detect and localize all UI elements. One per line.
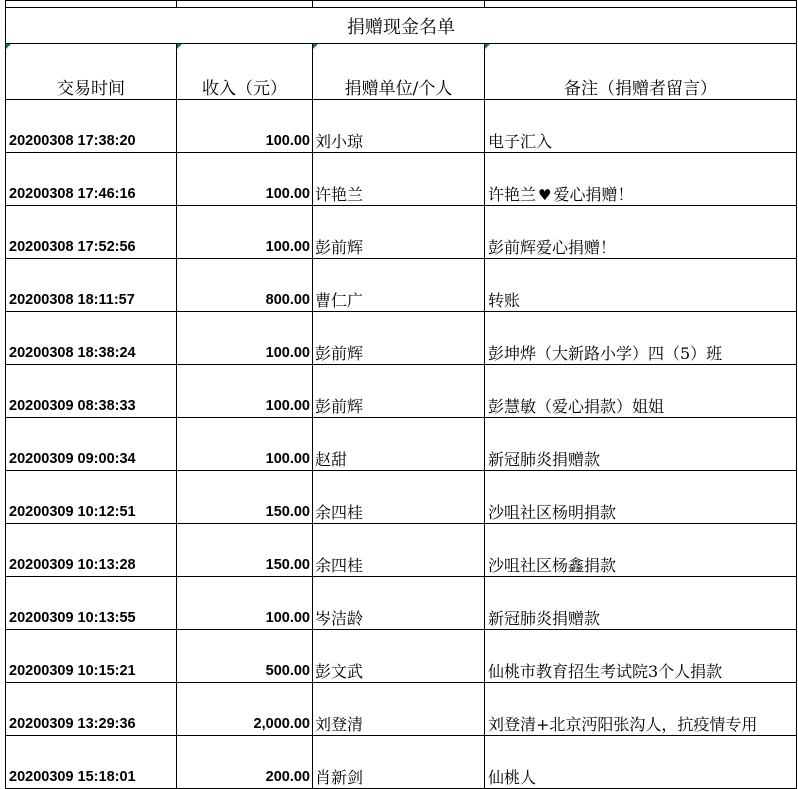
note-text: 新冠肺炎捐赠款	[488, 450, 601, 469]
cell-donor[interactable]: 曹仁广	[313, 259, 485, 312]
header-cell-time[interactable]	[6, 44, 177, 100]
table-row	[6, 524, 797, 577]
comment-marker-icon	[177, 44, 182, 49]
blank-cell[interactable]	[177, 1, 313, 8]
donation-table	[5, 0, 797, 789]
cell-note[interactable]	[485, 100, 797, 153]
table-row	[6, 630, 797, 683]
cell-donor[interactable]: 彭前辉	[313, 206, 485, 259]
cell-note[interactable]	[485, 524, 797, 577]
cell-amount[interactable]: 100.00	[177, 153, 313, 206]
cell-note[interactable]	[485, 630, 797, 683]
cell-amount[interactable]: 150.00	[177, 524, 313, 577]
table-row	[6, 100, 797, 153]
cell-time[interactable]: 20200309 10:13:55	[6, 577, 177, 630]
cell-time[interactable]: 20200309 15:18:01	[6, 736, 177, 789]
heart-icon: ♥	[538, 186, 552, 204]
cell-time[interactable]: 20200308 18:38:24	[6, 312, 177, 365]
cell-donor[interactable]: 彭前辉	[313, 365, 485, 418]
comment-marker-icon	[485, 44, 490, 49]
cell-amount[interactable]: 500.00	[177, 630, 313, 683]
page-title[interactable]: 捐赠现金名单	[6, 8, 797, 44]
note-text: 许艳兰	[488, 185, 537, 204]
note-suffix-text: 爱心捐赠！	[553, 185, 634, 204]
cell-amount[interactable]: 2,000.00	[177, 683, 313, 736]
table-row	[6, 736, 797, 789]
cell-note[interactable]	[485, 577, 797, 630]
note-text: 仙桃人	[488, 768, 537, 787]
cell-amount[interactable]: 200.00	[177, 736, 313, 789]
cell-note[interactable]	[485, 418, 797, 471]
cell-time[interactable]: 20200308 17:38:20	[6, 100, 177, 153]
table-row	[6, 365, 797, 418]
note-text: 沙咀社区杨鑫捐款	[488, 556, 617, 575]
note-text: 刘登清+北京沔阳张沟人，抗疫情专用	[488, 715, 758, 734]
cell-donor[interactable]: 岑洁龄	[313, 577, 485, 630]
cell-donor[interactable]: 彭文武	[313, 630, 485, 683]
note-text: 彭慧敏（爱心捐款）姐姐	[488, 397, 665, 416]
cell-note[interactable]	[485, 153, 797, 206]
note-text: 沙咀社区杨明捐款	[488, 503, 617, 522]
top-blank-row	[6, 1, 797, 8]
comment-marker-icon	[6, 44, 11, 49]
header-cell-amount[interactable]	[177, 44, 313, 100]
cell-time[interactable]: 20200309 13:29:36	[6, 683, 177, 736]
blank-cell[interactable]	[485, 1, 797, 8]
cell-donor[interactable]: 刘小琼	[313, 100, 485, 153]
cell-amount[interactable]: 100.00	[177, 206, 313, 259]
table-row	[6, 577, 797, 630]
cell-note[interactable]	[485, 206, 797, 259]
blank-cell[interactable]	[6, 1, 177, 8]
cell-time[interactable]: 20200309 10:12:51	[6, 471, 177, 524]
cell-amount[interactable]: 150.00	[177, 471, 313, 524]
cell-amount[interactable]: 100.00	[177, 577, 313, 630]
cell-amount[interactable]: 800.00	[177, 259, 313, 312]
cell-donor[interactable]: 刘登清	[313, 683, 485, 736]
note-text: 电子汇入	[488, 132, 553, 151]
note-text: 转账	[488, 291, 521, 310]
table-row	[6, 153, 797, 206]
note-text: 彭坤烨（大新路小学）四（5）班	[488, 344, 723, 363]
comment-marker-icon	[313, 44, 318, 49]
header-amount-label: 收入（元）	[202, 79, 287, 99]
cell-note[interactable]	[485, 471, 797, 524]
table-row	[6, 418, 797, 471]
header-time-label: 交易时间	[57, 79, 125, 99]
blank-cell[interactable]	[313, 1, 485, 8]
cell-time[interactable]: 20200308 17:52:56	[6, 206, 177, 259]
table-row	[6, 471, 797, 524]
cell-note[interactable]	[485, 312, 797, 365]
table-row	[6, 206, 797, 259]
note-text: 仙桃市教育招生考试院3个人捐款	[488, 662, 723, 681]
cell-donor[interactable]: 许艳兰	[313, 153, 485, 206]
title-row	[6, 8, 797, 44]
header-row	[6, 44, 797, 100]
table-row	[6, 259, 797, 312]
cell-note[interactable]	[485, 736, 797, 789]
header-donor-label: 捐赠单位/个人	[344, 79, 453, 99]
cell-amount[interactable]: 100.00	[177, 418, 313, 471]
header-cell-note[interactable]	[485, 44, 797, 100]
cell-time[interactable]: 20200308 17:46:16	[6, 153, 177, 206]
cell-time[interactable]: 20200309 09:00:34	[6, 418, 177, 471]
header-cell-donor[interactable]	[313, 44, 485, 100]
cell-donor[interactable]: 赵甜	[313, 418, 485, 471]
cell-time[interactable]: 20200309 10:13:28	[6, 524, 177, 577]
cell-note[interactable]	[485, 259, 797, 312]
cell-amount[interactable]: 100.00	[177, 312, 313, 365]
table-row	[6, 312, 797, 365]
cell-note[interactable]	[485, 365, 797, 418]
cell-note[interactable]	[485, 683, 797, 736]
cell-donor[interactable]: 余四桂	[313, 471, 485, 524]
note-text: 新冠肺炎捐赠款	[488, 609, 601, 628]
cell-time[interactable]: 20200308 18:11:57	[6, 259, 177, 312]
table-row	[6, 683, 797, 736]
note-text: 彭前辉爱心捐赠！	[488, 238, 617, 257]
cell-donor[interactable]: 肖新剑	[313, 736, 485, 789]
cell-time[interactable]: 20200309 08:38:33	[6, 365, 177, 418]
cell-amount[interactable]: 100.00	[177, 100, 313, 153]
cell-time[interactable]: 20200309 10:15:21	[6, 630, 177, 683]
cell-amount[interactable]: 100.00	[177, 365, 313, 418]
header-note-label: 备注（捐赠者留言）	[564, 79, 717, 99]
cell-donor[interactable]: 彭前辉	[313, 312, 485, 365]
cell-donor[interactable]: 余四桂	[313, 524, 485, 577]
